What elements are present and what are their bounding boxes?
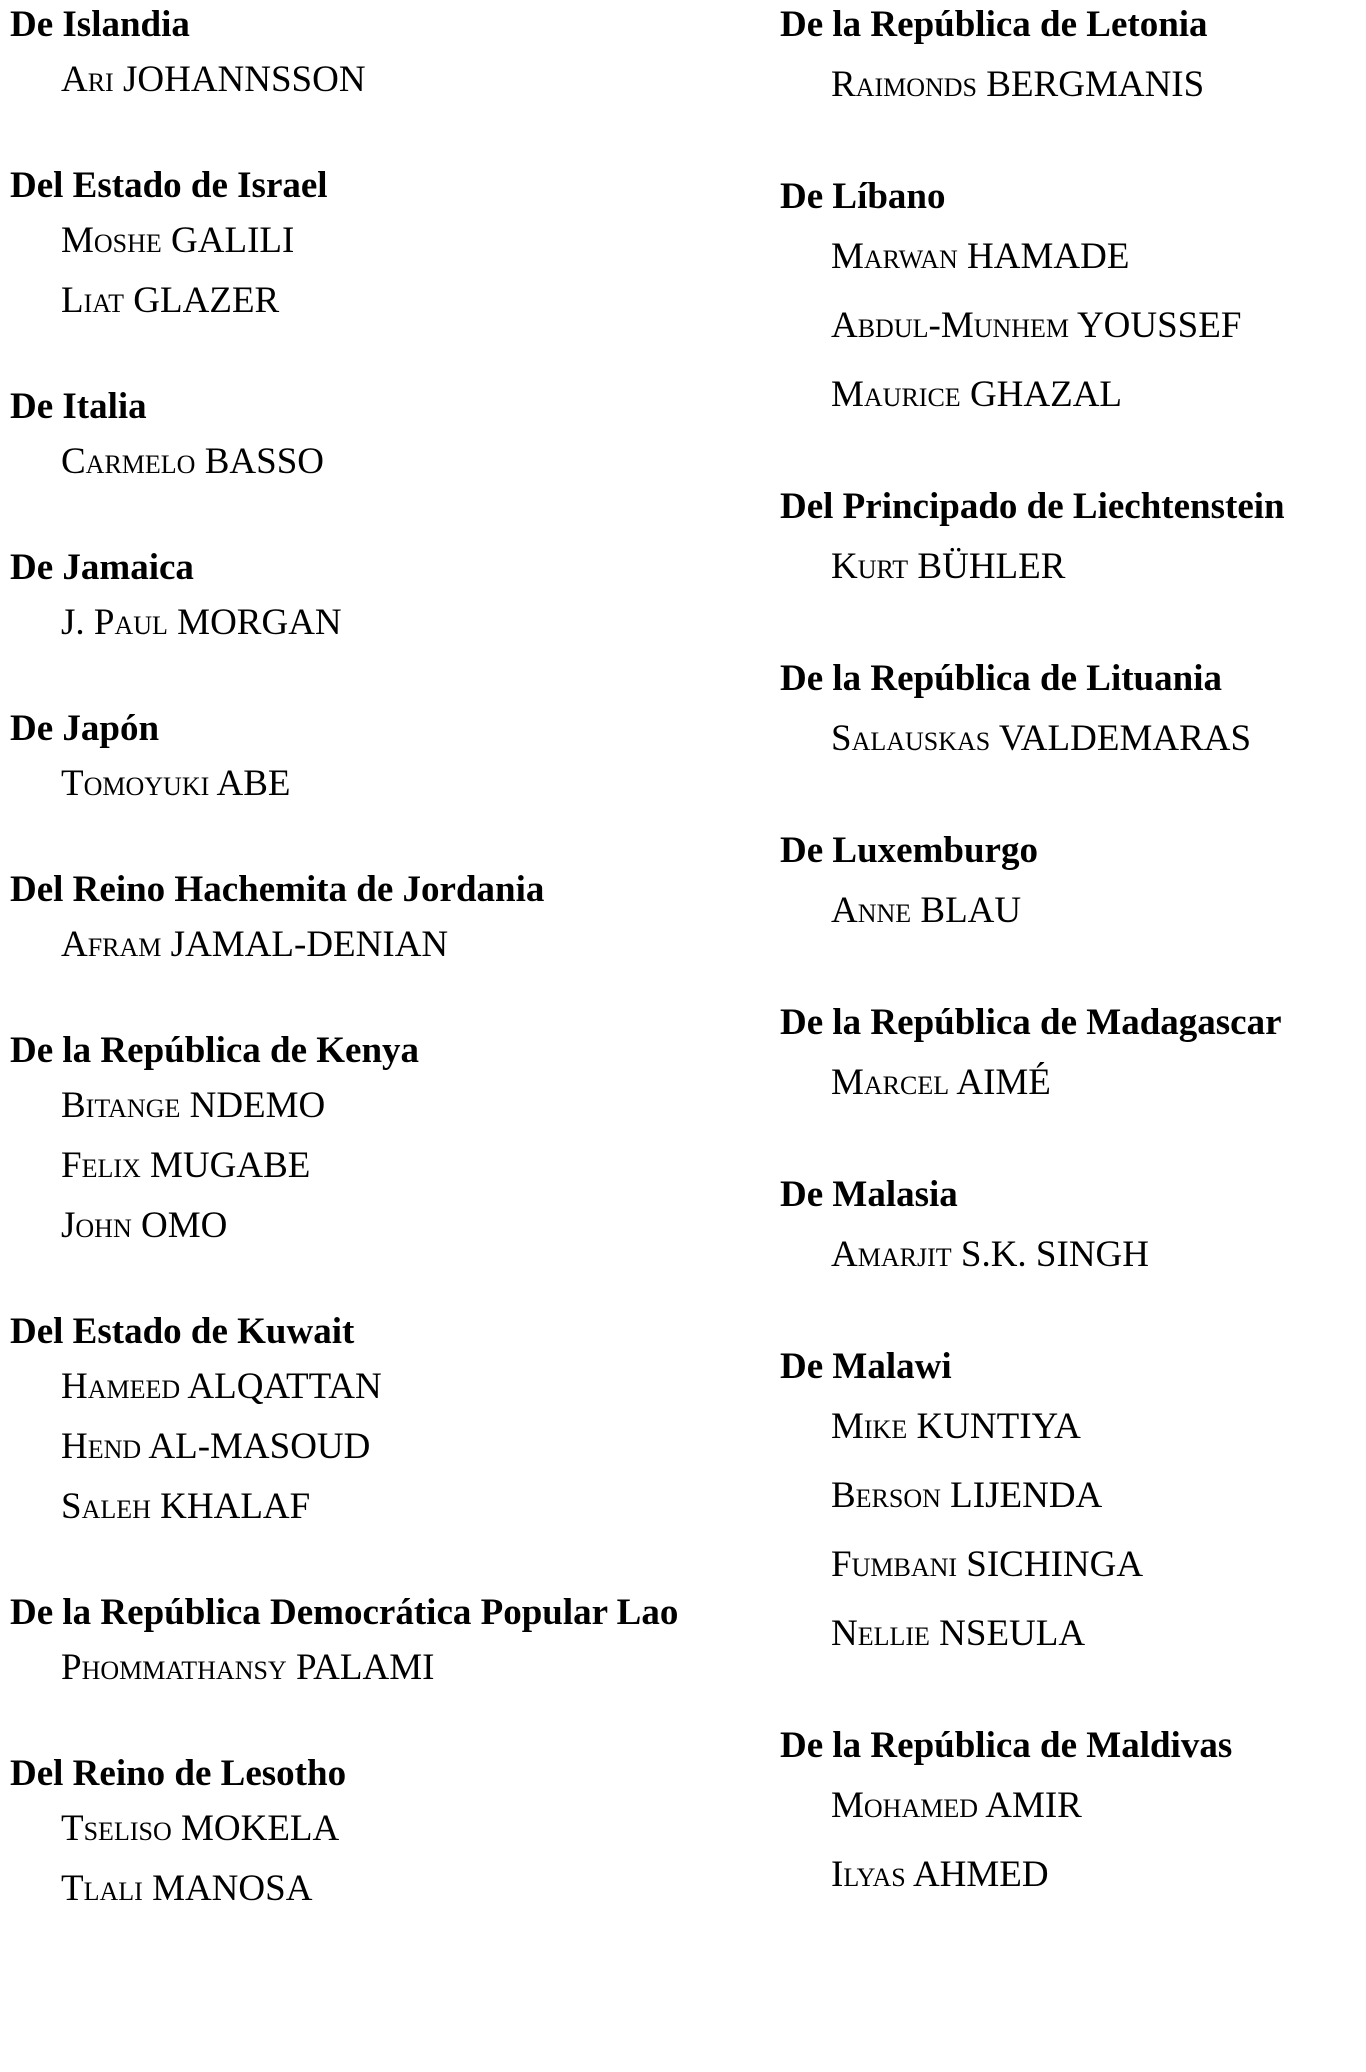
- delegate-given-name: Afram: [61, 924, 162, 965]
- country-heading: Del Principado de Liechtenstein: [780, 486, 1285, 527]
- delegate-surname: MANOSA: [152, 1868, 313, 1909]
- country-heading: De Jamaica: [10, 547, 194, 588]
- delegate-given-name: Felix: [61, 1145, 141, 1186]
- delegation-del-estado-de-kuwait: [10, 1307, 750, 1537]
- delegation-de-libano: [780, 172, 1364, 429]
- delegate-name: [780, 1599, 1364, 1668]
- delegate-name: [780, 1461, 1364, 1530]
- delegate-surname: MUGABE: [150, 1145, 311, 1186]
- delegate-given-name: Berson: [831, 1475, 941, 1516]
- delegate-surname: VALDEMARAS: [998, 718, 1252, 759]
- delegate-given-name: Mohamed: [831, 1785, 979, 1826]
- delegate-surname: BÜHLER: [917, 546, 1066, 587]
- delegate-given-name: Marwan: [831, 236, 958, 277]
- delegate-given-name: Saleh: [61, 1486, 151, 1527]
- delegate-name: [780, 704, 1364, 773]
- country-heading: Del Reino de Lesotho: [10, 1753, 347, 1794]
- delegation-de-la-republica-democratica-popular-lao: [10, 1588, 750, 1698]
- delegate-name: [780, 50, 1364, 119]
- country-heading: De Japón: [10, 708, 160, 749]
- delegate-name: [10, 1196, 750, 1256]
- delegate-given-name: Tseliso: [61, 1808, 172, 1849]
- delegate-name: [780, 1771, 1364, 1840]
- delegation-del-reino-de-lesotho: [10, 1749, 750, 1919]
- delegation-de-la-republica-de-letonia: [780, 0, 1364, 119]
- delegate-name: [10, 754, 750, 814]
- delegate-given-name: Kurt: [831, 546, 909, 587]
- delegate-given-name: Hameed: [61, 1366, 181, 1407]
- delegate-surname: GHAZAL: [969, 374, 1123, 415]
- delegate-name: [10, 1859, 750, 1919]
- delegate-surname: PALAMI: [295, 1647, 435, 1688]
- delegate-surname: GALILI: [171, 220, 295, 261]
- delegation-del-principado-de-liechtenstein: [780, 482, 1364, 601]
- delegate-name: [780, 1392, 1364, 1461]
- delegate-surname: JOHANNSSON: [122, 59, 366, 100]
- country-heading: Del Estado de Kuwait: [10, 1311, 355, 1352]
- delegation-de-la-republica-de-madagascar: [780, 998, 1364, 1117]
- delegate-name: [10, 1799, 750, 1859]
- country-heading: Del Estado de Israel: [10, 165, 328, 206]
- delegate-name: [10, 432, 750, 492]
- delegate-name: [780, 1220, 1364, 1289]
- delegation-del-estado-de-israel: [10, 161, 750, 331]
- delegation-de-la-republica-de-kenya: [10, 1026, 750, 1256]
- delegation-del-reino-hachemita-de-jordania: [10, 865, 750, 975]
- delegate-surname: MORGAN: [177, 602, 342, 643]
- delegate-name: [780, 291, 1364, 360]
- delegate-name: [10, 1477, 750, 1537]
- country-heading: De Islandia: [10, 4, 190, 45]
- delegate-surname: BERGMANIS: [986, 64, 1205, 105]
- delegate-surname: ALQATTAN: [187, 1366, 382, 1407]
- country-heading: De la República Democrática Popular Lao: [10, 1592, 679, 1633]
- country-heading: Del Reino Hachemita de Jordania: [10, 869, 545, 910]
- delegate-name: [10, 593, 750, 653]
- delegate-name: [780, 532, 1364, 601]
- delegate-given-name: Nellie: [831, 1613, 930, 1654]
- delegate-surname: KUNTIYA: [916, 1406, 1081, 1447]
- country-heading: De la República de Madagascar: [780, 1002, 1282, 1043]
- delegate-surname: ABE: [216, 763, 291, 804]
- delegate-surname: SICHINGA: [966, 1544, 1144, 1585]
- delegate-name: [10, 1638, 750, 1698]
- delegate-surname: NSEULA: [939, 1613, 1086, 1654]
- delegate-name: [780, 1048, 1364, 1117]
- delegation-de-la-republica-de-lituania: [780, 654, 1364, 773]
- delegate-given-name: Liat: [61, 280, 125, 321]
- delegate-surname: BLAU: [920, 890, 1022, 931]
- delegate-given-name: Fumbani: [831, 1544, 958, 1585]
- delegate-surname: BASSO: [204, 441, 324, 482]
- delegate-surname: YOUSSEF: [1076, 305, 1242, 346]
- delegate-name: [10, 50, 750, 110]
- country-heading: De Malawi: [780, 1346, 952, 1387]
- delegate-given-name: Abdul-Munhem: [831, 305, 1070, 346]
- delegate-name: [10, 1076, 750, 1136]
- delegate-given-name: Tlali: [61, 1868, 143, 1909]
- country-heading: De Malasia: [780, 1174, 958, 1215]
- delegate-surname: NDEMO: [189, 1085, 326, 1126]
- delegate-name: [10, 271, 750, 331]
- delegate-surname: AIMÉ: [956, 1062, 1051, 1103]
- delegate-given-name: J. Paul: [61, 602, 168, 643]
- delegate-surname: AHMED: [912, 1854, 1049, 1895]
- delegate-surname: MOKELA: [180, 1808, 340, 1849]
- delegate-given-name: Moshe: [61, 220, 162, 261]
- delegate-given-name: Salauskas: [831, 718, 991, 759]
- delegate-surname: AL-MASOUD: [148, 1426, 371, 1467]
- delegate-given-name: Bitange: [61, 1085, 181, 1126]
- country-heading: De Luxemburgo: [780, 830, 1038, 871]
- delegation-de-jamaica: [10, 543, 750, 653]
- country-heading: De la República de Lituania: [780, 658, 1222, 699]
- delegate-given-name: Tomoyuki: [61, 763, 210, 804]
- delegate-given-name: Ari: [61, 59, 114, 100]
- delegate-given-name: Hend: [61, 1426, 142, 1467]
- country-heading: De Líbano: [780, 176, 946, 217]
- delegate-name: [780, 1530, 1364, 1599]
- delegate-given-name: Amarjit: [831, 1234, 952, 1275]
- delegate-surname: KHALAF: [160, 1486, 311, 1527]
- delegate-given-name: Maurice: [831, 374, 961, 415]
- delegation-de-islandia: [10, 0, 750, 110]
- left-column: [10, 0, 750, 1970]
- delegate-surname: HAMADE: [967, 236, 1130, 277]
- delegation-de-malawi: [780, 1342, 1364, 1668]
- delegate-given-name: Mike: [831, 1406, 908, 1447]
- delegate-name: [780, 360, 1364, 429]
- delegate-given-name: Raimonds: [831, 64, 978, 105]
- delegation-de-luxemburgo: [780, 826, 1364, 945]
- country-heading: De la República de Letonia: [780, 4, 1208, 45]
- delegate-name: [10, 1357, 750, 1417]
- delegate-given-name: Phommathansy: [61, 1647, 287, 1688]
- delegate-surname: S.K. SINGH: [960, 1234, 1149, 1275]
- country-heading: De la República de Kenya: [10, 1030, 420, 1071]
- delegation-de-la-republica-de-maldivas: [780, 1721, 1364, 1909]
- delegate-name: [780, 222, 1364, 291]
- country-heading: De Italia: [10, 386, 147, 427]
- delegate-given-name: Marcel: [831, 1062, 950, 1103]
- delegate-name: [10, 1417, 750, 1477]
- delegation-de-italia: [10, 382, 750, 492]
- right-column: [780, 0, 1364, 1962]
- delegate-given-name: Anne: [831, 890, 912, 931]
- delegation-de-japon: [10, 704, 750, 814]
- delegate-name: [10, 211, 750, 271]
- delegate-given-name: John: [61, 1205, 132, 1246]
- delegate-surname: JAMAL-DENIAN: [170, 924, 449, 965]
- delegate-name: [10, 915, 750, 975]
- delegate-surname: AMIR: [985, 1785, 1082, 1826]
- delegate-surname: GLAZER: [133, 280, 280, 321]
- delegate-name: [780, 876, 1364, 945]
- delegate-surname: LIJENDA: [950, 1475, 1103, 1516]
- delegation-de-malasia: [780, 1170, 1364, 1289]
- country-heading: De la República de Maldivas: [780, 1725, 1233, 1766]
- delegate-given-name: Ilyas: [831, 1854, 906, 1895]
- delegate-given-name: Carmelo: [61, 441, 196, 482]
- delegate-name: [780, 1840, 1364, 1909]
- delegate-name: [10, 1136, 750, 1196]
- delegate-surname: OMO: [140, 1205, 228, 1246]
